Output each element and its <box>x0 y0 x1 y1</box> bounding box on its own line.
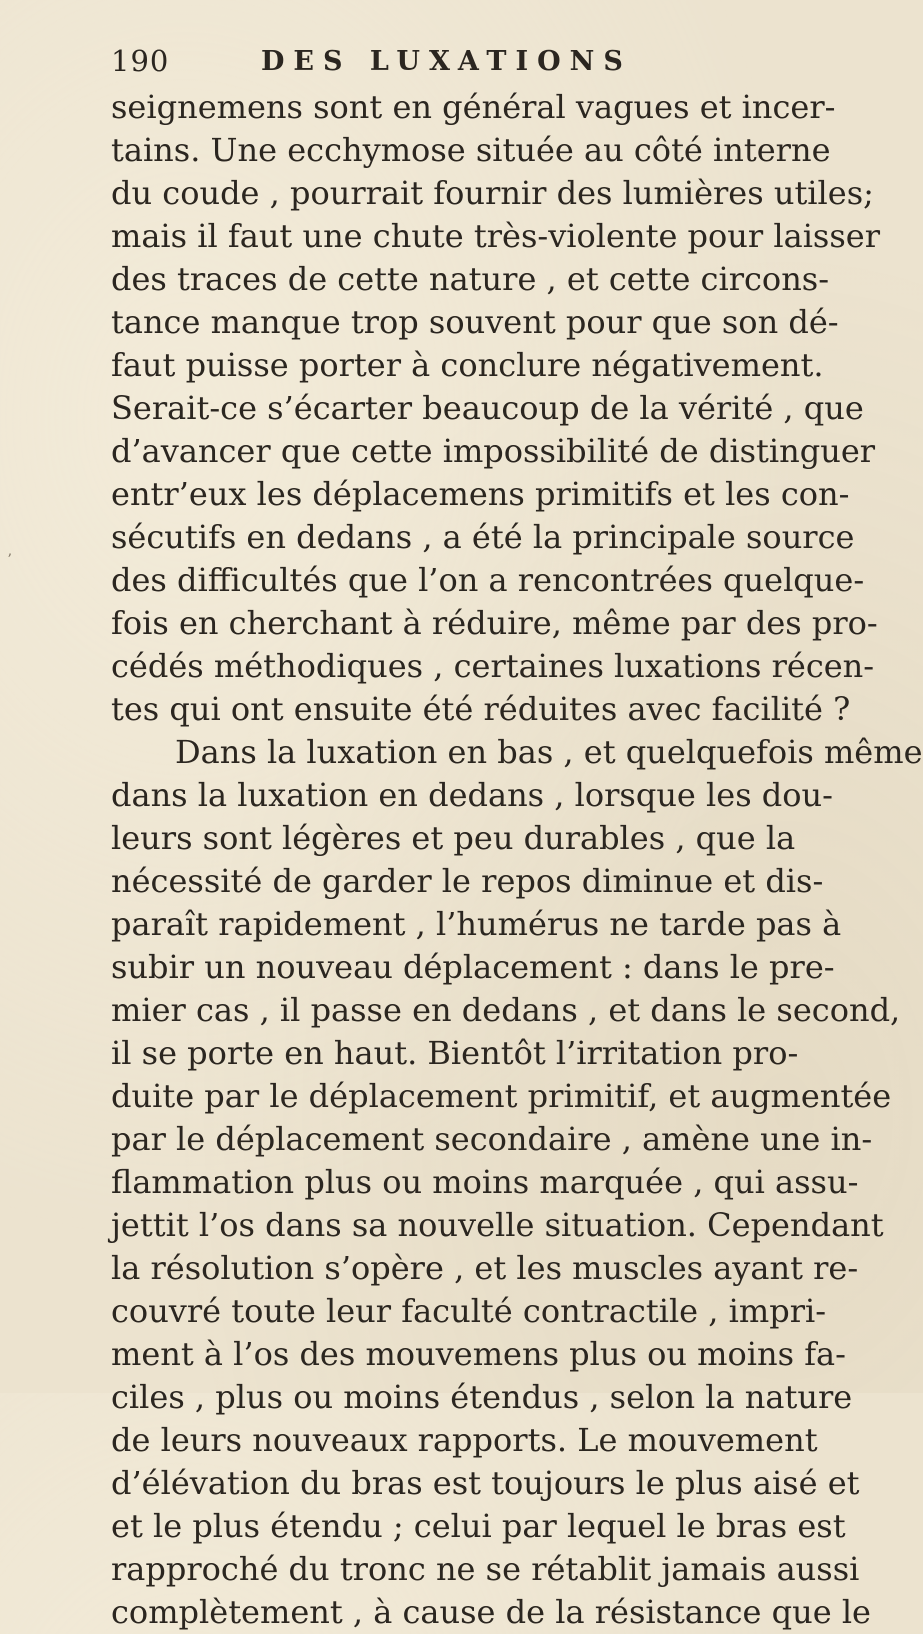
text-line: duite par le déplacement primitif, et augmentée <box>111 1077 892 1115</box>
text-line: dans la luxation en dedans , lorsque les dou- <box>111 776 833 814</box>
text-line: rapproché du tronc ne se rétablit jamais aussi <box>111 1550 860 1588</box>
text-line: ciles , plus ou moins étendus , selon la nature <box>111 1378 853 1416</box>
text-line: d’avancer que cette impossibilité de distinguer <box>111 432 876 470</box>
text-line: des traces de cette nature , et cette circons- <box>111 260 830 298</box>
running-title: DES LUXATIONS <box>261 46 632 77</box>
text-line: et le plus étendu ; celui par lequel le bras est <box>111 1507 846 1545</box>
text-line: paraît rapidement , l’humérus ne tarde pas à <box>111 905 842 943</box>
text-line: seignemens sont en général vagues et incer- <box>111 88 836 126</box>
text-line: couvré toute leur faculté contractile , impri- <box>111 1292 827 1330</box>
text-line: entr’eux les déplacemens primitifs et les con- <box>111 475 850 513</box>
running-head <box>111 44 761 84</box>
text-line: cédés méthodiques , certaines luxations récen- <box>111 647 875 685</box>
text-line: fois en cherchant à réduire, même par des pro- <box>111 604 878 642</box>
text-line: nécessité de garder le repos diminue et dis- <box>111 862 824 900</box>
text-line: tance manque trop souvent pour que son dé- <box>111 303 839 341</box>
text-line: flammation plus ou moins marquée , qui assu- <box>111 1163 859 1201</box>
text-line: jettit l’os dans sa nouvelle situation. Cependant <box>111 1206 884 1244</box>
text-line: ment à l’os des mouvemens plus ou moins fa- <box>111 1335 846 1373</box>
text-line: mais il faut une chute très-violente pour laisser <box>111 217 880 255</box>
text-line: faut puisse porter à conclure négativement. <box>111 346 824 384</box>
text-line: sécutifs en dedans , a été la principale source <box>111 518 855 556</box>
text-line: Serait-ce s’écarter beaucoup de la vérité , que <box>111 389 864 427</box>
text-line: par le déplacement secondaire , amène une in- <box>111 1120 873 1158</box>
text-line: leurs sont légères et peu durables , que la <box>111 819 796 857</box>
paragraph-start-line: Dans la luxation en bas , et quelquefois même <box>175 733 923 771</box>
text-line: complètement , à cause de la résistance que le <box>111 1593 871 1631</box>
text-line: mier cas , il passe en dedans , et dans le second, <box>111 991 901 1029</box>
text-line: tes qui ont ensuite été réduites avec facilité ? <box>111 690 851 728</box>
text-line: des difficultés que l’on a rencontrées quelque- <box>111 561 865 599</box>
page-number: 190 <box>111 44 170 78</box>
text-line: de leurs nouveaux rapports. Le mouvement <box>111 1421 818 1459</box>
text-line: il se porte en haut. Bientôt l’irritation pro- <box>111 1034 799 1072</box>
text-line: la résolution s’opère , et les muscles ayant re- <box>111 1249 859 1287</box>
margin-speck: ʼ <box>7 552 12 568</box>
body-text <box>111 86 923 1634</box>
text-line: subir un nouveau déplacement : dans le pre- <box>111 948 835 986</box>
text-line: tains. Une ecchymose située au côté interne <box>111 131 831 169</box>
text-line: du coude , pourrait fournir des lumières utiles; <box>111 174 874 212</box>
text-line: d’élévation du bras est toujours le plus aisé et <box>111 1464 860 1502</box>
